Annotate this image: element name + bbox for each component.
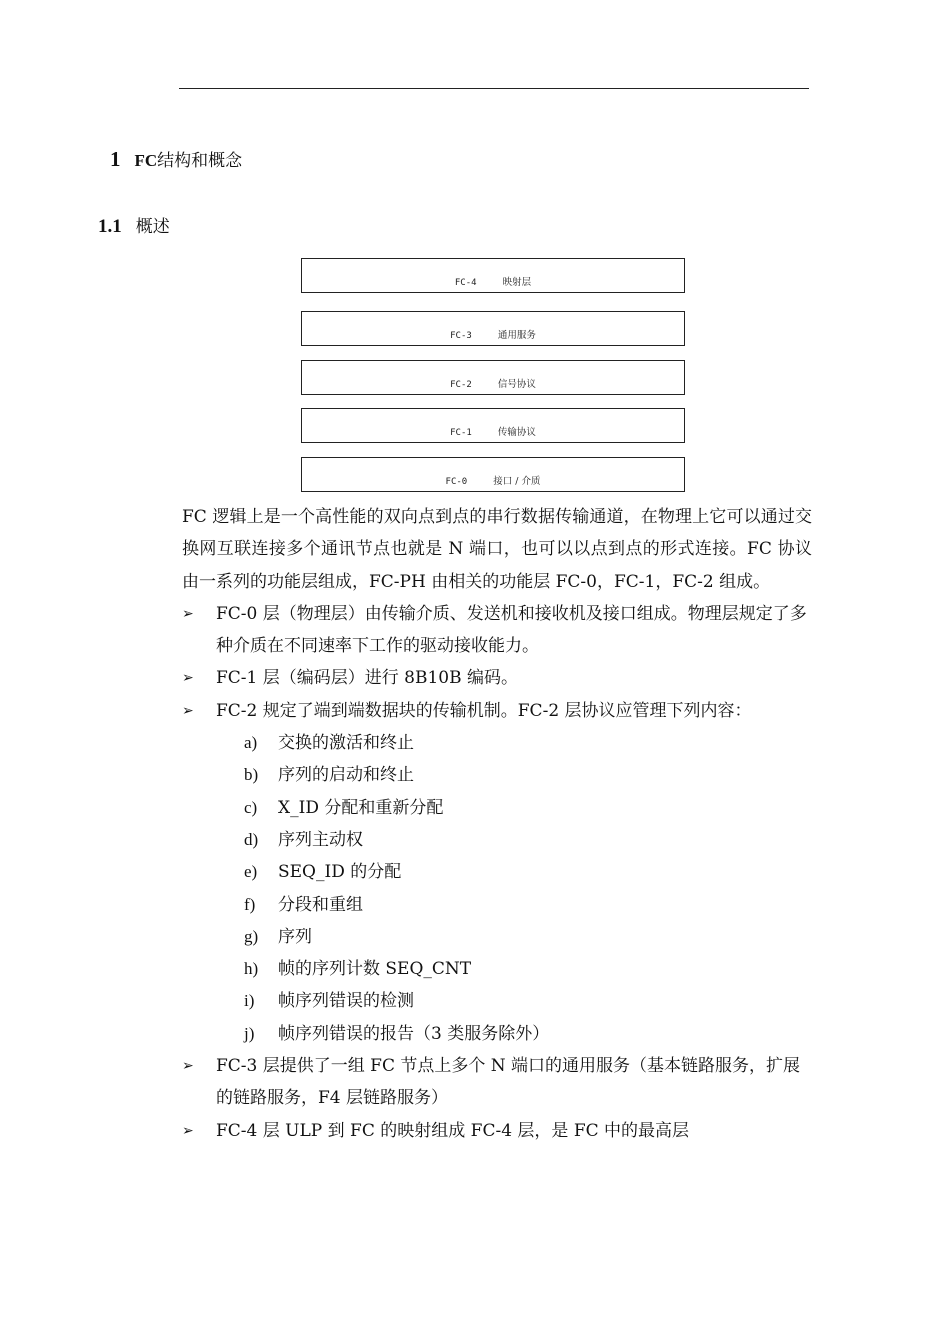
bullet-text: FC-2 规定了端到端数据块的传输机制。FC-2 层协议应管理下列内容： xyxy=(216,700,752,721)
item-letter: g) xyxy=(244,926,259,946)
item-text: 序列主动权 xyxy=(278,829,363,850)
layer-box-fc4 xyxy=(301,258,685,293)
item-letter: f) xyxy=(244,894,256,914)
header-rule xyxy=(179,88,809,89)
item-letter: c) xyxy=(244,797,258,817)
layer-name: 传输协议 xyxy=(497,427,536,438)
layer-name: 通用服务 xyxy=(497,330,536,341)
item-text: 帧的序列计数 SEQ_CNT xyxy=(278,959,472,980)
list-item xyxy=(244,1018,812,1050)
layer-code: FC-0 xyxy=(445,477,468,487)
bullet-arrow-icon: ➢ xyxy=(182,670,194,687)
item-text: 帧序列错误的检测 xyxy=(278,991,414,1012)
item-text: 分段和重组 xyxy=(278,894,363,915)
list-item xyxy=(244,856,812,888)
bullet-text: FC-4 层 ULP 到 FC 的映射组成 FC-4 层，是 FC 中的最高层 xyxy=(216,1120,690,1141)
fc2-item-list xyxy=(182,727,812,1050)
section-title-latin: FC xyxy=(134,151,158,170)
layer-name: 接口 / 介质 xyxy=(493,476,541,487)
list-item xyxy=(244,792,812,824)
list-item xyxy=(244,759,812,791)
subsection-number: 1.1 xyxy=(98,216,122,237)
item-text: 序列 xyxy=(278,926,312,947)
bullet-fc0 xyxy=(182,598,812,663)
list-item xyxy=(244,889,812,921)
layer-code: FC-3 xyxy=(450,331,472,341)
section-number: 1 xyxy=(110,147,121,171)
bullet-arrow-icon: ➢ xyxy=(182,1122,194,1139)
intro-paragraph: FC 逻辑上是一个高性能的双向点到点的串行数据传输通道，在物理上它可以通过交换网互联连接多个通讯节点也就是 N 端口，也可以以点到点的形式连接。FC 协议由一系列的功能层组成，FC-PH 由相关的功能层 FC-0，FC-1，FC-2 组成。 xyxy=(182,507,812,592)
list-item xyxy=(244,824,812,856)
list-item xyxy=(244,921,812,953)
item-letter: j) xyxy=(244,1023,255,1043)
list-item xyxy=(244,727,812,759)
item-text: 帧序列错误的报告（3 类服务除外） xyxy=(278,1023,550,1044)
bullet-text: FC-1 层（编码层）进行 8B10B 编码。 xyxy=(216,668,519,689)
bullet-fc3 xyxy=(182,1050,812,1115)
bullet-fc2 xyxy=(182,695,812,727)
item-letter: i) xyxy=(244,991,255,1011)
body-text xyxy=(182,501,812,1147)
layer-box-fc3 xyxy=(301,311,685,346)
subsection-title: 概述 xyxy=(135,217,170,237)
bullet-arrow-icon: ➢ xyxy=(182,702,194,719)
section-heading-1-1 xyxy=(98,212,170,238)
list-item xyxy=(244,985,812,1017)
item-letter: b) xyxy=(244,765,259,785)
bullet-arrow-icon: ➢ xyxy=(182,605,194,622)
layer-code: FC-4 xyxy=(454,278,477,288)
item-letter: d) xyxy=(244,829,259,849)
bullet-text: FC-0 层（物理层）由传输介质、发送机和接收机及接口组成。物理层规定了多种介质在不同速率下工作的驱动接收能力。 xyxy=(216,603,807,657)
bullet-arrow-icon: ➢ xyxy=(182,1058,194,1075)
section-heading-1 xyxy=(110,146,242,172)
layer-box-fc0 xyxy=(301,457,685,492)
item-text: SEQ_ID 的分配 xyxy=(278,862,402,883)
item-letter: a) xyxy=(244,733,258,753)
bullet-fc1 xyxy=(182,662,812,694)
layer-box-fc2 xyxy=(301,360,685,395)
layer-name: 映射层 xyxy=(502,277,532,288)
item-text: 序列的启动和终止 xyxy=(278,765,414,786)
section-title xyxy=(135,146,243,171)
layer-name: 信号协议 xyxy=(497,379,536,390)
layer-box-fc1 xyxy=(301,408,685,443)
item-text: X_ID 分配和重新分配 xyxy=(278,797,444,818)
item-letter: e) xyxy=(244,862,258,882)
bullet-text: FC-3 层提供了一组 FC 节点上多个 N 端口的通用服务（基本链路服务，扩展的链路服务，F4 层链路服务） xyxy=(216,1056,801,1109)
bullet-fc4 xyxy=(182,1115,812,1147)
layer-code: FC-1 xyxy=(450,428,472,438)
item-letter: h) xyxy=(244,959,259,979)
list-item xyxy=(244,953,812,985)
section-title-text: 结构和概念 xyxy=(157,151,243,171)
item-text: 交换的激活和终止 xyxy=(278,733,414,754)
layer-code: FC-2 xyxy=(450,380,472,390)
